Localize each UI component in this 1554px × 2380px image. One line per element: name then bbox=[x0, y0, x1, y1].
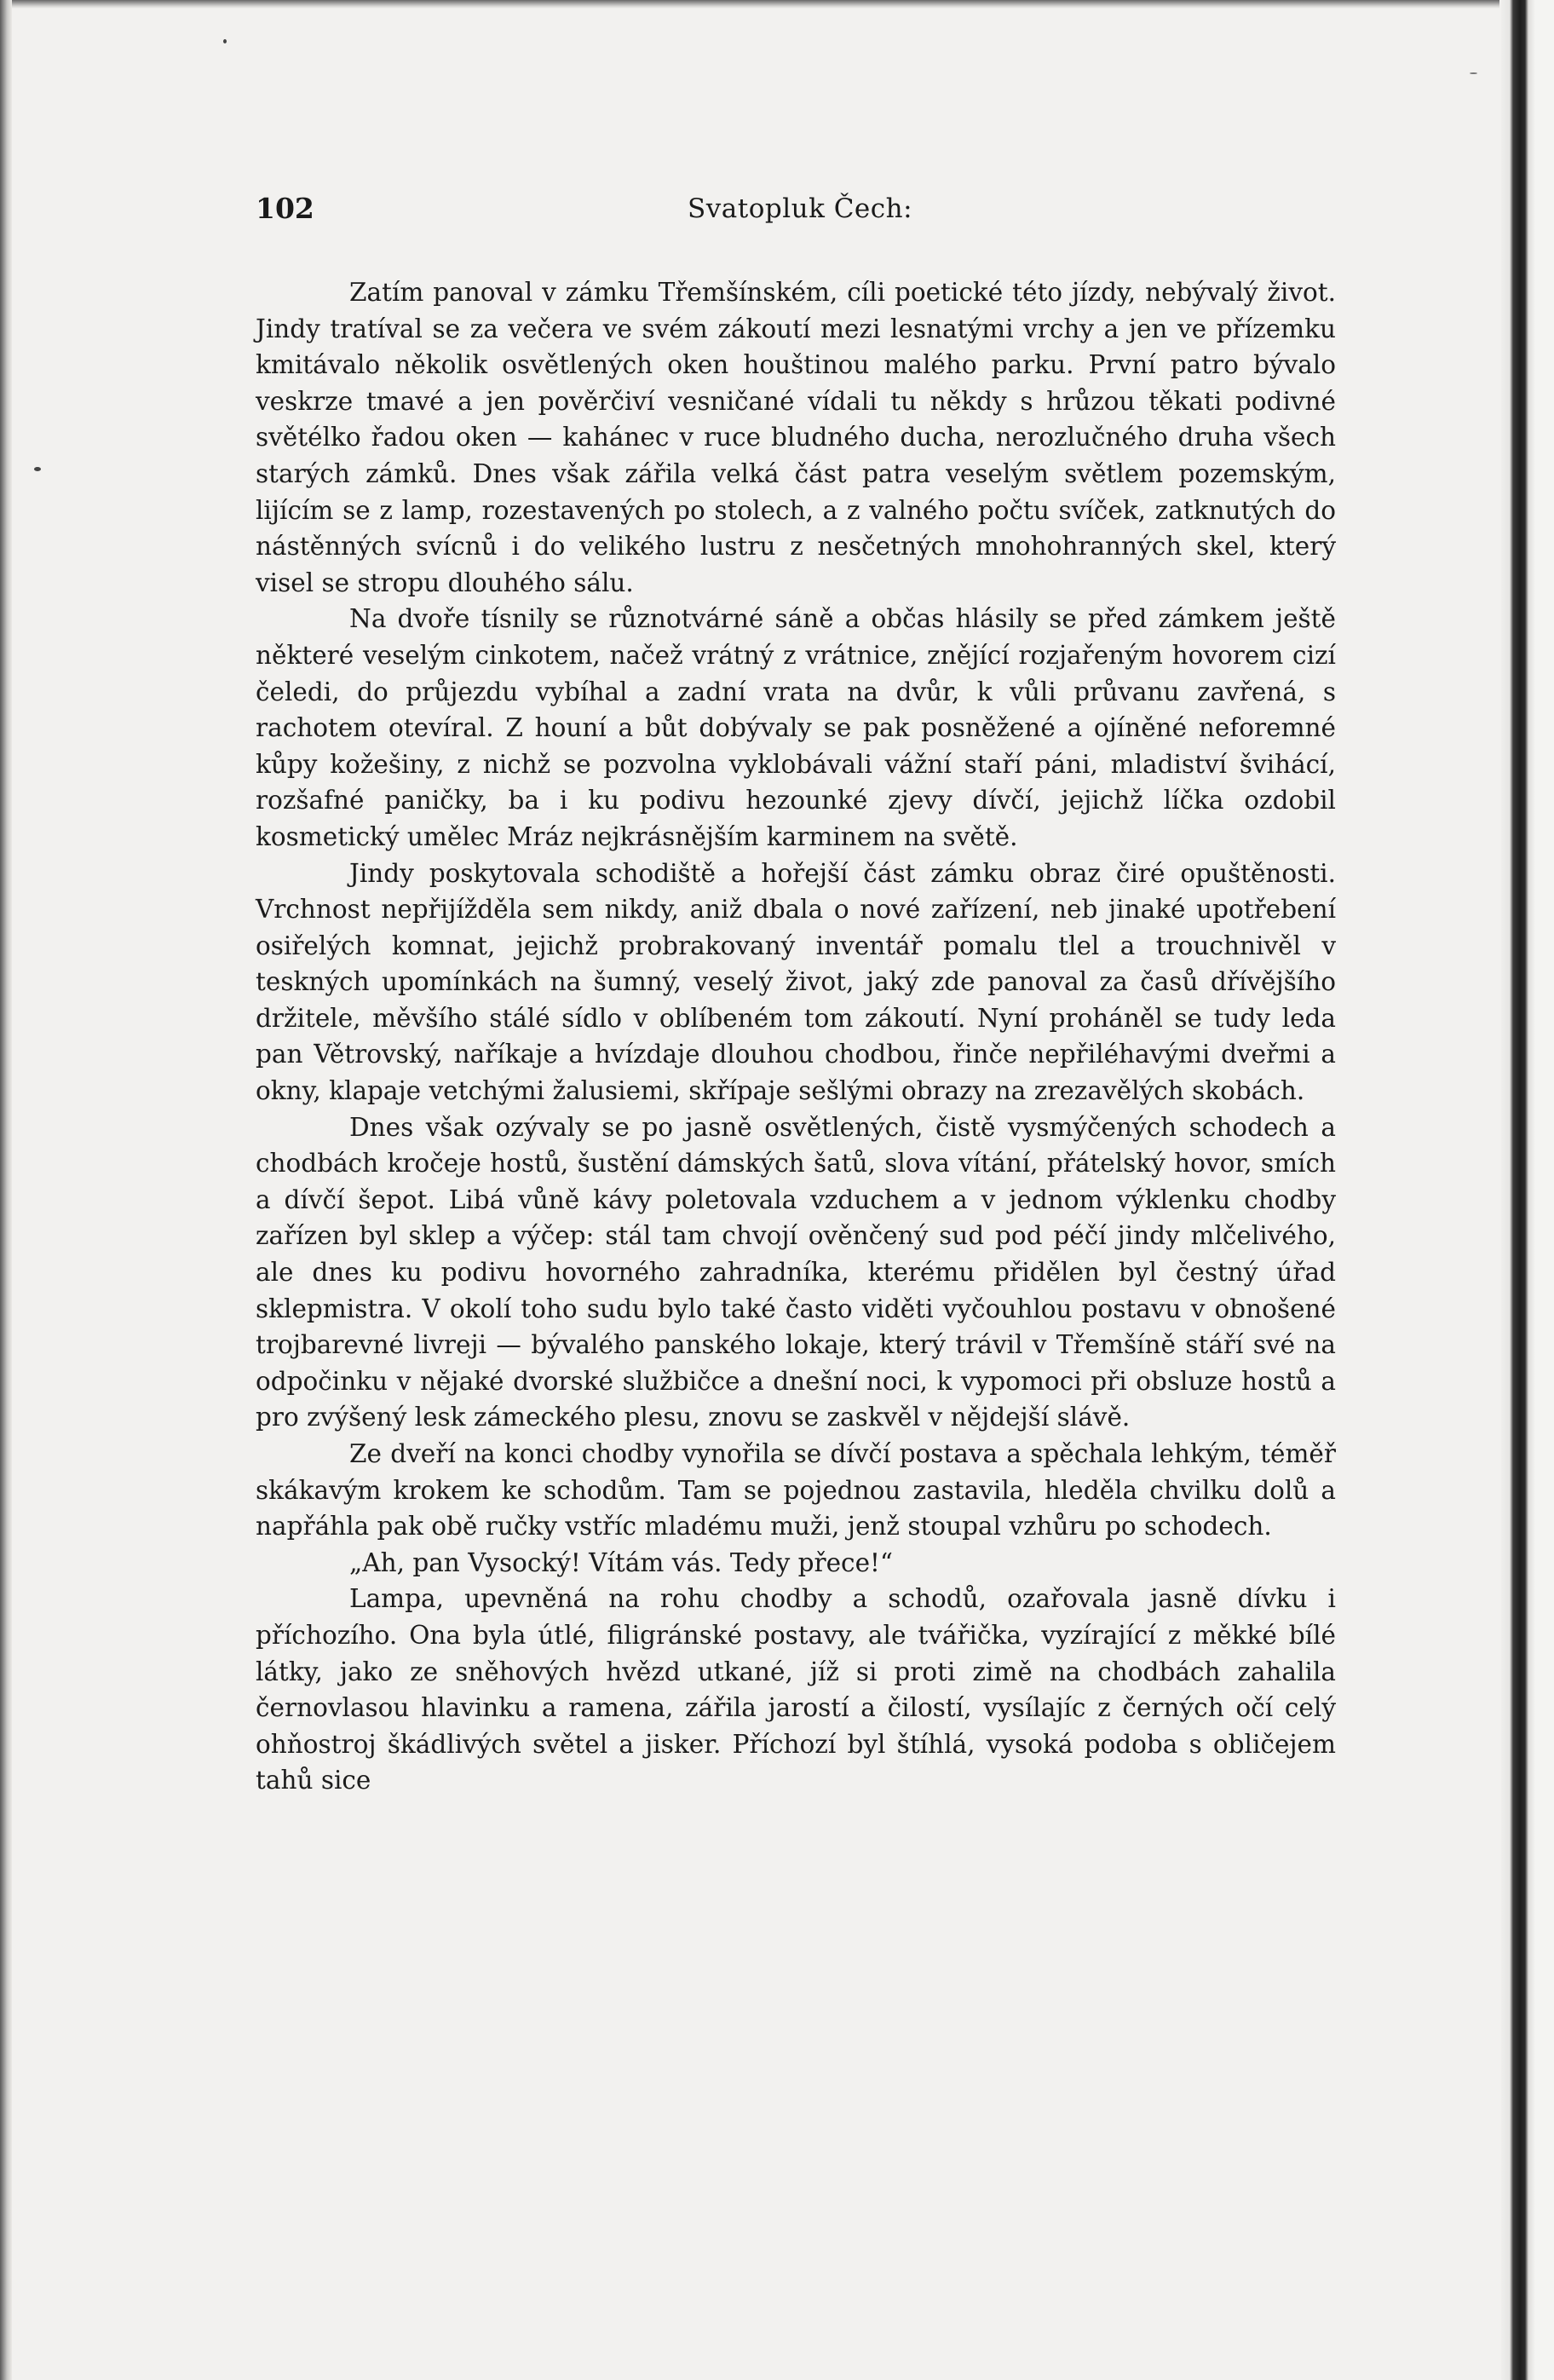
paragraph: Jindy poskytovala schodiště a hořejší část zámku obraz čiré opuštěnosti. Vrchnost nepřijížděla sem nikdy, aniž dbala o nové zařízení, neb jinaké upotřebení osiřelých komnat, jejichž probrakovaný inventář pomalu tlel a trouchnivěl v teskných upomínkách na šumný, veselý život, jaký zde panoval za časů dřívějšího držitele, měvšího stálé sídlo v oblíbeném tom zákoutí. Nyní proháněl se tudy leda pan Větrovský, naříkaje a hvízdaje dlouhou chodbou, řinče nepřiléhavými dveřmi a okny, klapaje vetchými žalusiemi, skřípaje sešlými obrazy na zrezavělých skobách. bbox=[256, 858, 1336, 1106]
scan-speck bbox=[34, 467, 41, 471]
paragraph: Na dvoře tísnily se různotvárné sáně a občas hlásily se před zámkem ještě některé veselým cinkotem, načež vrátný z vrátnice, znějící rozjařeným hovorem cizí čeledi, do průjezdu vybíhal a zadní vrata na dvůr, k vůli průvanu zavřená, s rachotem otevíral. Z houní a bůt dobývaly se pak posněžené a ojíněné neforemné kůpy kožešiny, z nichž se pozvolna vyklobávali vážní staří páni, mladiství švihácí, rozšafné paničky, ba i ku podivu hezounké zjevy dívčí, jejichž líčka ozdobil kosmetický umělec Mráz nejkrásnějším karminem na světě. bbox=[256, 604, 1336, 851]
scan-speck bbox=[1470, 72, 1477, 74]
page-left-shadow bbox=[0, 0, 12, 2380]
paragraph: Lampa, upevněná na rohu chodby a schodů, ozařovala jasně dívku i příchozího. Ona byla útlé, filigránské postavy, ale tvářička, vyzírající z měkké bílé látky, jako ze sněhových hvězd utkané, jíž si proti zimě na chodbách zahalila černovlasou hlavinku a ramena, zářila jarostí a čilostí, vysílajíc z černých očí celý ohňostroj škádlivých světel a jisker. Příchozí byl štíhlá, vysoká podoba s obličejem tahů sice bbox=[256, 1584, 1336, 1795]
page-number: 102 bbox=[256, 192, 314, 225]
running-head: Svatopluk Čech: bbox=[688, 193, 913, 224]
page-header bbox=[256, 192, 1338, 234]
paragraph: Ze dveří na konci chodby vynořila se dívčí postava a spěchala lehkým, téměř skákavým krokem ke schodům. Tam se pojednou zastavila, hleděla chvilku dolů a napřáhla pak obě ručky vstříc mladému muži, jenž stoupal vzhůru po schodech. bbox=[256, 1439, 1336, 1542]
body-text bbox=[256, 274, 1336, 1799]
book-gutter bbox=[1501, 0, 1554, 2380]
page-top-shadow bbox=[0, 0, 1499, 9]
paragraph-dialogue: „Ah, pan Vysocký! Vítám vás. Tedy přece!“ bbox=[349, 1547, 893, 1577]
scan-speck bbox=[223, 39, 227, 43]
paragraph: Dnes však ozývaly se po jasně osvětlených, čistě vysmýčených schodech a chodbách kročeje hostů, šustění dámských šatů, slova vítání, přátelský hovor, smích a dívčí šepot. Libá vůně kávy poletovala vzduchem a v jednom výklenku chodby zařízen byl sklep a výčep: stál tam chvojí ověnčený sud pod péčí jindy mlčelivého, ale dnes ku podivu hovorného zahradníka, kterému přidělen byl čestný úřad sklepmistra. V okolí toho sudu bylo také často viděti vyčouhlou postavu v obnošené trojbarevné livreji — bývalého panského lokaje, který trávil v Třemšíně stáří své na odpočinku v nějaké dvorské službičce a dnešní noci, k vypomoci při obsluze hostů a pro zvýšený lesk zámeckého plesu, znovu se zaskvěl v nějdejší slávě. bbox=[256, 1112, 1336, 1432]
paragraph: Zatím panoval v zámku Třemšínském, cíli poetické této jízdy, nebývalý život. Jindy tratíval se za večera ve svém zákoutí mezi lesnatými vrchy a jen ve přízemku kmitávalo několik osvětlených oken houštinou malého parku. První patro bývalo veskrze tmavé a jen pověrčiví vesničané vídali tu někdy s hrůzou těkati podivné světélko řadou oken — kahánec v ruce bludného ducha, nerozlučného druha všech starých zámků. Dnes však zářila velká část patra veselým světlem pozemským, lijícím se z lamp, rozestavených po stolech, a z valného počtu svíček, zatknutých do nástěnných svícnů i do velikého lustru z nesčetných mnohohranných skel, který visel se stropu dlouhého sálu. bbox=[256, 278, 1336, 597]
